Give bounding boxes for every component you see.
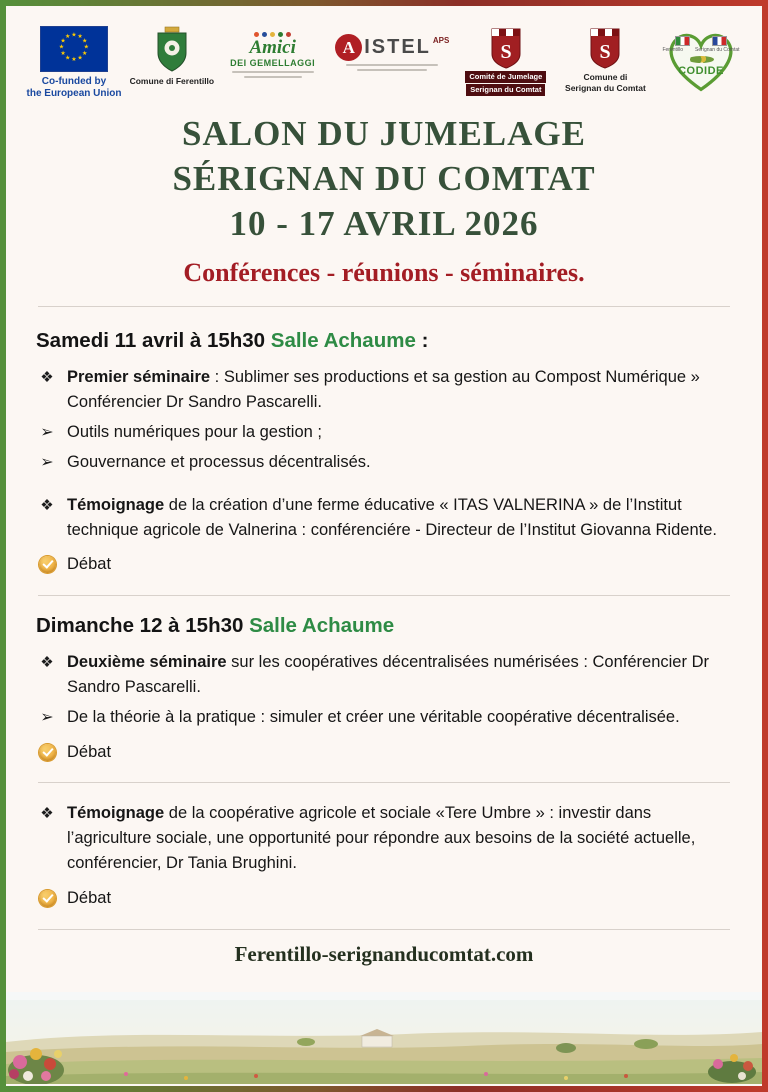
section-heading [36,329,732,353]
agenda-section [36,801,732,910]
ferentillo-crest-logo [130,26,215,87]
jumelage-shield-logo [459,26,553,96]
svg-text:★: ★ [60,49,66,57]
item-text [67,365,732,415]
section-heading-text: Dimanche 12 à 15h30 [36,614,250,638]
landscape-footer-image [6,992,762,1084]
codide-heart-logo [658,26,744,96]
ferentillo-crest-icon [154,26,190,74]
eu-caption [27,76,122,100]
website-text: Ferentillo-serignanducomtat.com [234,942,534,967]
title-dates: 10 - 17 AVRIL 2026 [229,203,539,243]
aistel-fineprint [346,64,438,66]
item-text [67,650,732,700]
frame-right [762,0,768,1092]
item-text-segment: Gouvernance et processus décentralisés. [67,452,371,471]
arrow-bullet-icon: ➢ [40,708,54,726]
section-heading-venue: Salle Achaume [270,329,416,353]
divider [38,929,730,930]
agenda-item [36,801,732,875]
agenda-item [36,420,732,445]
svg-text:★: ★ [60,37,66,45]
svg-text:S: S [500,41,512,63]
codide-right-text: Serignan du Comtat [695,47,740,53]
title-line2: SÉRIGNAN DU COMTAT [172,158,596,198]
title-line1: SALON DU JUMELAGE [182,114,586,153]
subtitle: Conférences - réunions - séminaires. [183,258,585,288]
debat-marker [36,556,58,573]
item-text-segment: Témoignage [67,495,165,514]
debat-icon [39,890,56,907]
item-text-segment: de la coopérative agricole et sociale «Tere Umbre » : investir dans l’agriculture sociale, une opportunité pour répondre aux besoins de la société actuelle, conférencier, Dr Tania Brughini. [67,804,696,872]
aistel-logo [331,26,453,71]
item-text-segment: Débat [67,888,112,907]
codide-label: CODIDE [678,65,724,77]
item-text [67,420,322,445]
italy-flag-icon [675,36,690,46]
diamond-bullet-icon: ❖ [40,496,54,514]
debat-icon [39,744,56,761]
svg-text:S: S [599,41,611,63]
item-text-segment: Témoignage [67,804,165,823]
svg-text:★: ★ [71,56,77,64]
item-text-segment: : Sublimer ses productions et sa gestion au Compost Numérique » Conférencier Dr Sandro Pascarelli. [67,368,700,412]
landscape-painting [6,992,762,1084]
diamond-bullet-icon: ❖ [40,805,54,823]
serignan-caption-line2: Serignan du Comtat [565,82,646,93]
divider [38,595,730,596]
logo-row [6,6,762,100]
svg-text:★: ★ [77,32,83,40]
item-text-segment: de la création d’une ferme éducative « ITAS VALNERINA » de l’Institut technique agricole de Valnerina : conférenciére - Directeur de l’Institut Giovanna Ridente. [67,495,717,539]
poster-body [6,100,762,992]
agenda-section [36,614,732,764]
agenda-item [36,650,732,700]
serignan-crest-logo [558,26,652,93]
agenda-section [36,329,732,577]
agenda-item [36,493,732,543]
gemellaggi-fineprint [232,71,314,73]
eu-stars [42,27,106,69]
jumelage-shield-icon [489,26,523,70]
svg-text:★: ★ [82,49,88,57]
arrow-bullet-icon: ➢ [40,453,54,471]
eu-caption-line1: Co-funded by [41,76,107,87]
svg-text:★: ★ [65,54,71,62]
aistel-a-icon: A [335,34,362,61]
debat-icon [39,556,56,573]
item-text-segment: De la théorie à la pratique : simuler et créer une véritable coopérative décentralisée. [67,707,680,726]
frame-left [0,0,6,1092]
item-text [67,552,111,577]
agenda-item [36,365,732,415]
item-text [67,450,371,475]
eu-caption-line2: the European Union [26,88,122,99]
item-text [67,886,111,911]
item-text-segment: Outils numériques pour la gestion ; [67,422,322,441]
item-text [67,493,732,543]
sections [36,325,732,915]
svg-text:★: ★ [83,43,90,51]
eu-flag-icon [40,26,108,72]
serignan-crest-icon [588,26,622,70]
agenda-item [36,552,732,577]
debat-marker [36,890,58,907]
aistel-fineprint [357,69,427,71]
france-flag-icon [712,36,727,46]
frame-bottom [0,1086,768,1092]
jumelage-caption-line1: Comité de Jumelage [465,71,546,83]
section-heading [36,614,732,638]
section-heading-text: : [415,329,429,353]
svg-text:★: ★ [58,43,65,51]
ferentillo-caption: Comune di Ferentillo [129,76,215,86]
section-heading-text: Samedi 11 avril à 15h30 [36,329,271,353]
svg-text:★: ★ [71,31,77,39]
gemellaggi-logo [220,26,326,78]
divider [38,306,730,307]
item-text-segment: Premier séminaire [67,368,211,387]
olive-branch-icon [688,56,714,63]
svg-text:★: ★ [65,32,71,40]
codide-left-text: Ferentillo [662,47,684,53]
item-text [67,705,680,730]
agenda-item [36,705,732,730]
section-heading-venue: Salle Achaume [249,614,395,638]
serignan-caption-line1: Comune di [583,72,628,82]
agenda-item [36,886,732,911]
svg-text:★: ★ [82,37,88,45]
arrow-bullet-icon: ➢ [40,423,54,441]
divider [38,782,730,783]
item-text-segment: Débat [67,742,112,761]
diamond-bullet-icon: ❖ [40,654,54,672]
svg-text:★: ★ [77,54,83,62]
aistel-wordmark: ISTEL [364,36,431,58]
item-text-segment: sur les coopératives décentralisées numérisées : Conférencier Dr Sandro Pascarelli. [67,653,709,696]
diamond-bullet-icon: ❖ [40,369,54,387]
gemellaggi-sub-text: DEI GEMELLAGGI [230,58,316,68]
gemellaggi-fineprint [244,76,302,78]
item-text-segment: Deuxième séminaire [67,653,227,672]
item-text-segment: Débat [67,555,112,574]
jumelage-caption-line2: Serignan du Comtat [466,84,545,96]
frame-top [0,0,768,6]
eu-cofunded-logo [24,26,124,100]
title-block [36,112,732,288]
aistel-aps-text: APS [432,36,450,45]
item-text [67,740,111,765]
item-text [67,801,732,875]
debat-marker [36,744,58,761]
agenda-item [36,450,732,475]
agenda-item [36,740,732,765]
gemellaggi-amici-text: Amici [249,37,296,58]
